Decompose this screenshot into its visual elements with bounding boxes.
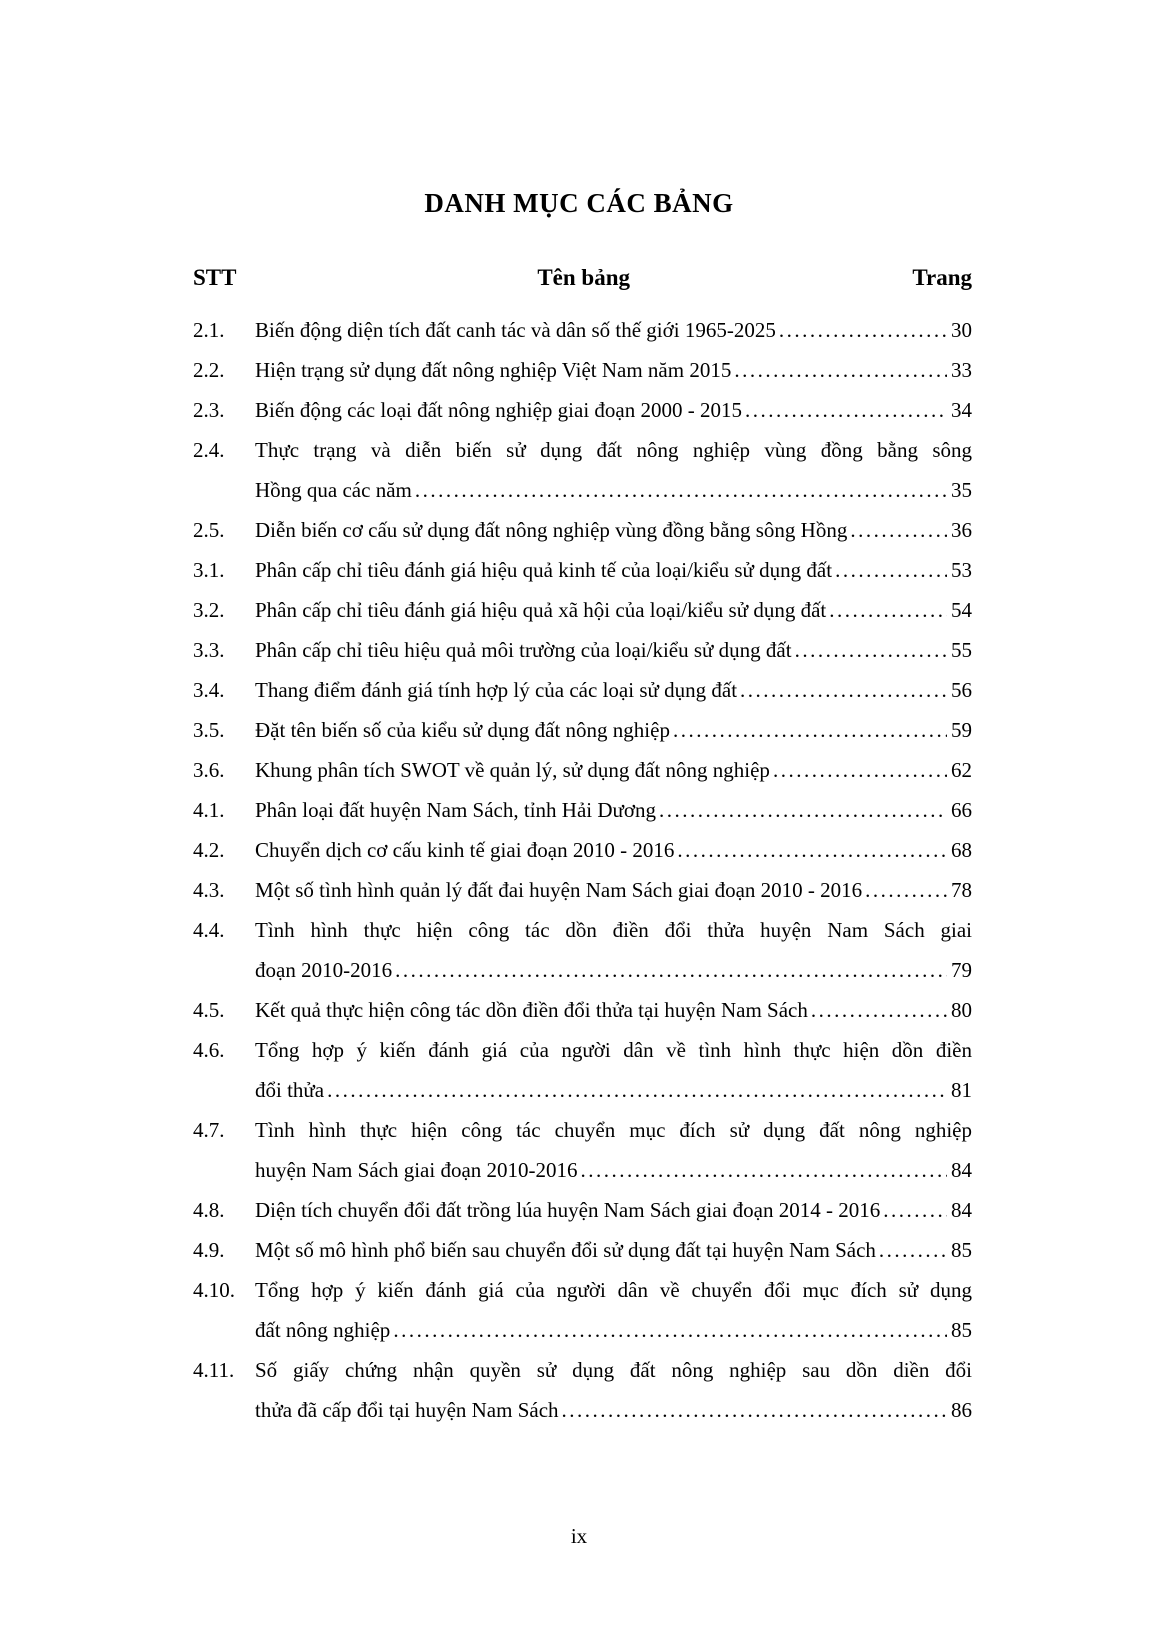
entry-number: 2.4. [193,438,225,462]
dot-leader [327,1070,947,1110]
entry-text: Phân cấp chỉ tiêu hiệu quả môi trường của loại/kiểu sử dụng đất [255,638,792,662]
toc-entry [193,1270,972,1350]
entry-number: 2.1. [193,318,225,342]
entry-text: huyện Nam Sách giai đoạn 2010-2016 [255,1158,578,1182]
entry-text: thửa đã cấp đổi tại huyện Nam Sách [255,1398,559,1422]
entry-number: 3.5. [193,718,225,742]
entry-number: 3.2. [193,598,225,622]
dot-leader [883,1190,947,1230]
toc-entry [193,1350,972,1430]
dot-leader [415,470,947,510]
entry-text: Một số mô hình phổ biến sau chuyển đổi sử dụng đất tại huyện Nam Sách [255,1238,876,1262]
entry-page-number: 56 [951,678,972,702]
entry-lines [255,510,972,550]
entry-leader-line [255,830,972,870]
dot-leader [659,790,947,830]
dot-leader [835,550,947,590]
entry-lines [255,390,972,430]
entry-text: Khung phân tích SWOT về quản lý, sử dụng đất nông nghiệp [255,758,770,782]
toc-entry [193,510,972,550]
toc-entry [193,1110,972,1190]
toc-entry [193,790,972,830]
entry-text: Diễn biến cơ cấu sử dụng đất nông nghiệp vùng đồng bằng sông Hồng [255,518,848,542]
page-number-footer: ix [570,1524,588,1548]
entry-number: 2.2. [193,358,225,382]
entry-text: đất nông nghiệp [255,1318,391,1342]
dot-leader [811,990,947,1030]
entry-number: 3.1. [193,558,225,582]
entry-number: 4.4. [193,918,225,942]
entry-leader-line [255,670,972,710]
entry-leader-line [255,950,972,990]
entry-leader-line [255,790,972,830]
toc-entry [193,1190,972,1230]
entry-leader-line [255,990,972,1030]
entry-text: đoạn 2010-2016 [255,958,393,982]
dot-leader [393,1310,947,1350]
entry-number: 4.6. [193,1038,225,1062]
entry-text: Số giấy chứng nhận quyền sử dụng đất nông nghiệp sau dồn diền đổi [255,1358,972,1382]
entry-lines [255,670,972,710]
entry-leader-line [255,630,972,670]
entry-text: Hiện trạng sử dụng đất nông nghiệp Việt Nam năm 2015 [255,358,732,382]
toc-entry [193,750,972,790]
entry-lines [255,1110,972,1190]
entry-page-number: 34 [951,398,972,422]
entry-leader-line [255,1150,972,1190]
entry-lines [255,1190,972,1230]
entry-leader-line [255,870,972,910]
dot-leader [581,1150,947,1190]
dot-leader [865,870,947,910]
entry-text: Một số tình hình quản lý đất đai huyện Nam Sách giai đoạn 2010 - 2016 [255,878,863,902]
entry-page-number: 35 [951,478,972,502]
entry-number: 4.3. [193,878,225,902]
entry-page-number: 78 [951,878,972,902]
dot-leader [677,830,947,870]
entry-text: Biến động các loại đất nông nghiệp giai đoạn 2000 - 2015 [255,398,742,422]
entry-page-number: 84 [951,1158,972,1182]
entry-leader-line [255,1190,972,1230]
column-header-name: Tên bảng [537,265,631,290]
entry-lines [255,1030,972,1110]
entry-number: 2.3. [193,398,225,422]
dot-leader [673,710,947,750]
entry-lines [255,790,972,830]
entry-text: Diện tích chuyển đổi đất trồng lúa huyện Nam Sách giai đoạn 2014 - 2016 [255,1198,881,1222]
entry-page-number: 85 [951,1238,972,1262]
entry-page-number: 85 [951,1318,972,1342]
toc-entry [193,390,972,430]
entry-leader-line [255,1390,972,1430]
toc-entry [193,310,972,350]
entry-text: Biến động diện tích đất canh tác và dân số thế giới 1965-2025 [255,318,776,342]
entry-lines [255,590,972,630]
entry-lines [255,1270,972,1350]
entry-lines [255,350,972,390]
entry-number: 4.10. [193,1278,235,1302]
dot-leader [829,590,947,630]
entry-number: 2.5. [193,518,225,542]
toc-entry [193,870,972,910]
entry-number: 3.4. [193,678,225,702]
toc-entry [193,590,972,630]
entry-page-number: 86 [951,1398,972,1422]
dot-leader [779,310,947,350]
entry-page-number: 59 [951,718,972,742]
toc-entry [193,1030,972,1110]
entry-lines [255,310,972,350]
entry-leader-line [255,710,972,750]
entry-page-number: 36 [951,518,972,542]
page-title: DANH MỤC CÁC BẢNG [424,188,734,218]
entry-page-number: 81 [951,1078,972,1102]
entry-page-number: 53 [951,558,972,582]
toc-entry [193,990,972,1030]
entry-page-number: 79 [951,958,972,982]
dot-leader [562,1390,947,1430]
dot-leader [395,950,947,990]
dot-leader [740,670,947,710]
toc-entry [193,430,972,510]
entry-text: Thang điểm đánh giá tính hợp lý của các loại sử dụng đất [255,678,738,702]
entry-lines [255,830,972,870]
dot-leader [734,350,947,390]
entry-lines [255,430,972,510]
entry-lines [255,870,972,910]
entry-lines [255,750,972,790]
entry-text: Thực trạng và diễn biến sử dụng đất nông nghiệp vùng đồng bằng sông [255,438,972,462]
entry-lines [255,630,972,670]
table-header-row [193,262,972,294]
entry-text: Tổng hợp ý kiến đánh giá của người dân về tình hình thực hiện dồn điền [255,1038,972,1062]
entry-number: 4.1. [193,798,225,822]
entry-leader-line [255,310,972,350]
entry-text: Phân cấp chỉ tiêu đánh giá hiệu quả kinh tế của loại/kiểu sử dụng đất [255,558,833,582]
dot-leader [773,750,947,790]
toc-entry [193,710,972,750]
toc-entry [193,550,972,590]
entry-number: 4.11. [193,1358,235,1382]
entry-number: 3.3. [193,638,225,662]
column-header-stt: STT [193,265,237,290]
entry-lines [255,710,972,750]
entry-lines [255,910,972,990]
entry-number: 4.7. [193,1118,225,1142]
entry-page-number: 54 [951,598,972,622]
entry-leader-line [255,350,972,390]
entry-lines [255,1230,972,1270]
toc-entry [193,350,972,390]
entry-number: 4.2. [193,838,225,862]
entry-text: Tình hình thực hiện công tác dồn điền đổi thửa huyện Nam Sách giai [255,918,972,942]
toc-entry [193,830,972,870]
entry-lines [255,550,972,590]
toc-entry [193,630,972,670]
entry-text: Đặt tên biến số của kiểu sử dụng đất nông nghiệp [255,718,670,742]
entry-lines [255,990,972,1030]
entry-page-number: 80 [951,998,972,1022]
entry-lines [255,1350,972,1430]
dot-leader [745,390,947,430]
entry-number: 4.9. [193,1238,225,1262]
toc-entry [193,910,972,990]
entry-leader-line [255,1230,972,1270]
entry-leader-line [255,390,972,430]
toc-entry [193,1230,972,1270]
entry-leader-line [255,1070,972,1110]
dot-leader [850,510,947,550]
entry-text: Tình hình thực hiện công tác chuyển mục đích sử dụng đất nông nghiệp [255,1118,972,1142]
entry-page-number: 68 [951,838,972,862]
entry-text: Kết quả thực hiện công tác dồn điền đổi thửa tại huyện Nam Sách [255,998,808,1022]
column-header-page: Trang [912,265,972,290]
entry-number: 4.8. [193,1198,225,1222]
entry-text: Chuyển dịch cơ cấu kinh tế giai đoạn 2010 - 2016 [255,838,675,862]
toc-entry-list [193,310,972,1430]
dot-leader [795,630,947,670]
entry-page-number: 62 [951,758,972,782]
entry-text: đổi thửa [255,1078,325,1102]
entry-leader-line [255,470,972,510]
entry-leader-line [255,750,972,790]
entry-leader-line [255,590,972,630]
entry-page-number: 30 [951,318,972,342]
entry-text: Phân loại đất huyện Nam Sách, tỉnh Hải Dương [255,798,656,822]
entry-number: 3.6. [193,758,225,782]
entry-text: Tổng hợp ý kiến đánh giá của người dân về chuyển đổi mục đích sử dụng [255,1278,972,1302]
entry-text: Phân cấp chỉ tiêu đánh giá hiệu quả xã hội của loại/kiểu sử dụng đất [255,598,827,622]
entry-page-number: 84 [951,1198,972,1222]
entry-number: 4.5. [193,998,225,1022]
entry-leader-line [255,550,972,590]
entry-text: Hồng qua các năm [255,478,412,502]
entry-page-number: 33 [951,358,972,382]
entry-leader-line [255,1310,972,1350]
toc-entry [193,670,972,710]
dot-leader [879,1230,947,1270]
entry-leader-line [255,510,972,550]
entry-page-number: 66 [951,798,972,822]
entry-page-number: 55 [951,638,972,662]
